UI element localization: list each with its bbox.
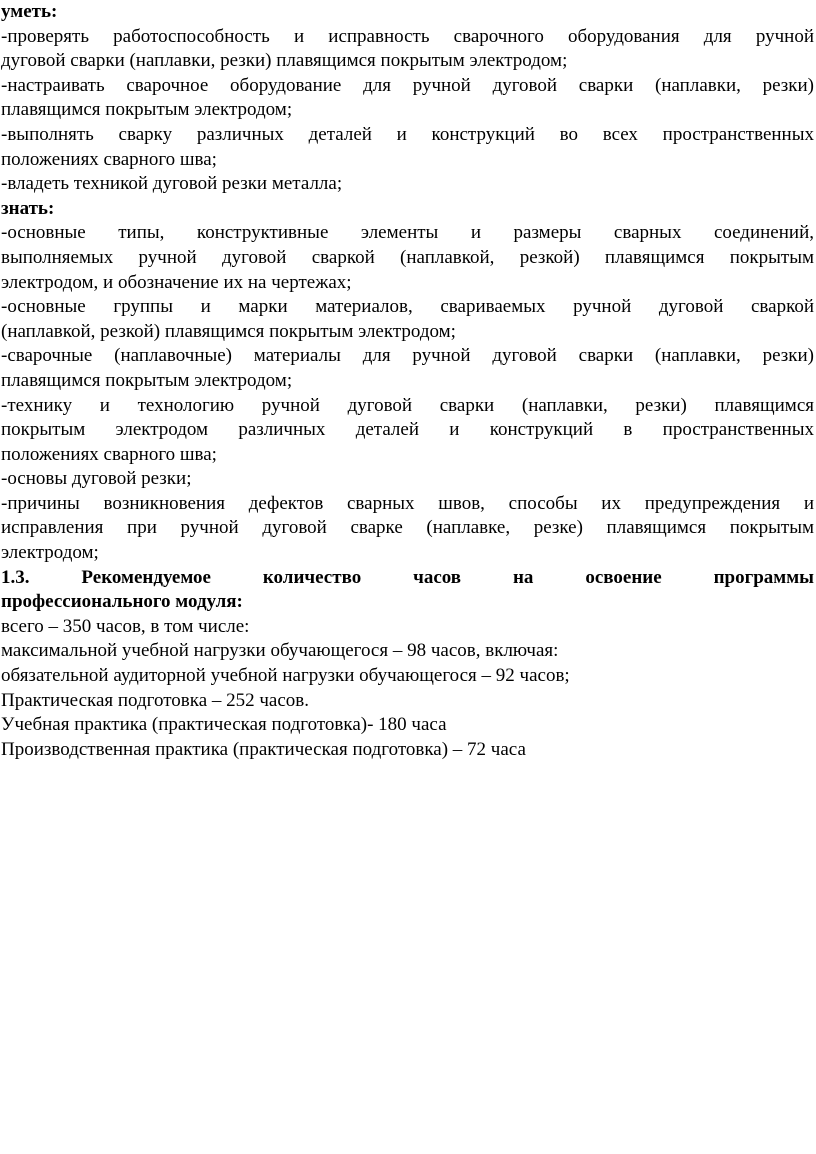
knowledge-line: положениях сварного шва; xyxy=(1,443,217,465)
skills-line: -выполнять сварку различных деталей и конструкций во всех пространственных xyxy=(1,123,814,145)
skills-list xyxy=(1,25,814,197)
skills-line: положениях сварного шва; xyxy=(1,148,217,170)
knowledge-line: электродом; xyxy=(1,542,99,564)
knowledge-line: выполняемых ручной дуговой сваркой (наплавкой, резкой) плавящимся покрытым xyxy=(1,246,814,268)
hours-line: максимальной учебной нагрузки обучающегося – 98 часов, включая: xyxy=(1,640,559,662)
skills-line: плавящимся покрытым электродом; xyxy=(1,99,293,121)
knowledge-list xyxy=(1,221,814,565)
hours-line: всего – 350 часов, в том числе: xyxy=(1,615,250,637)
knowledge-line: (наплавкой, резкой) плавящимся покрытым электродом; xyxy=(1,320,456,342)
knowledge-line: плавящимся покрытым электродом; xyxy=(1,369,293,391)
knowledge-line: -сварочные (наплавочные) материалы для ручной дуговой сварки (наплавки, резки) xyxy=(1,345,814,367)
knowledge-line: -причины возникновения дефектов сварных швов, способы их предупреждения и xyxy=(1,492,814,514)
knowledge-line: -технику и технологию ручной дуговой сварки (наплавки, резки) плавящимся xyxy=(1,394,814,416)
section-heading: 1.3. Рекомендуемое количество часов на освоение программы xyxy=(1,566,814,588)
hours-line: Учебная практика (практическая подготовка)- 180 часа xyxy=(1,714,447,736)
skills-heading: уметь: xyxy=(1,1,58,22)
hours-list xyxy=(1,615,814,763)
knowledge-line: электродом, и обозначение их на чертежах; xyxy=(1,271,352,293)
hours-line: обязательной аудиторной учебной нагрузки обучающегося – 92 часов; xyxy=(1,665,570,687)
knowledge-line: исправления при ручной дуговой сварке (наплавке, резке) плавящимся покрытым xyxy=(1,517,814,539)
skills-line: -настраивать сварочное оборудование для ручной дуговой сварки (наплавки, резки) xyxy=(1,74,814,96)
knowledge-line: -основы дуговой резки; xyxy=(1,468,192,490)
skills-line: -проверять работоспособность и исправность сварочного оборудования для ручной xyxy=(1,25,814,47)
knowledge-heading: знать: xyxy=(1,197,55,219)
skills-line: -владеть техникой дуговой резки металла; xyxy=(1,173,343,195)
section-heading-continued: профессионального модуля: xyxy=(1,591,243,613)
knowledge-line: покрытым электродом различных деталей и конструкций в пространственных xyxy=(1,419,814,441)
skills-line: дуговой сварки (наплавки, резки) плавящимся покрытым электродом; xyxy=(1,50,568,72)
hours-line: Практическая подготовка – 252 часов. xyxy=(1,689,310,711)
knowledge-line: -основные группы и марки материалов, свариваемых ручной дуговой сваркой xyxy=(1,296,814,318)
hours-line: Производственная практика (практическая подготовка) – 72 часа xyxy=(1,738,526,760)
knowledge-line: -основные типы, конструктивные элементы и размеры сварных соединений, xyxy=(1,222,814,244)
